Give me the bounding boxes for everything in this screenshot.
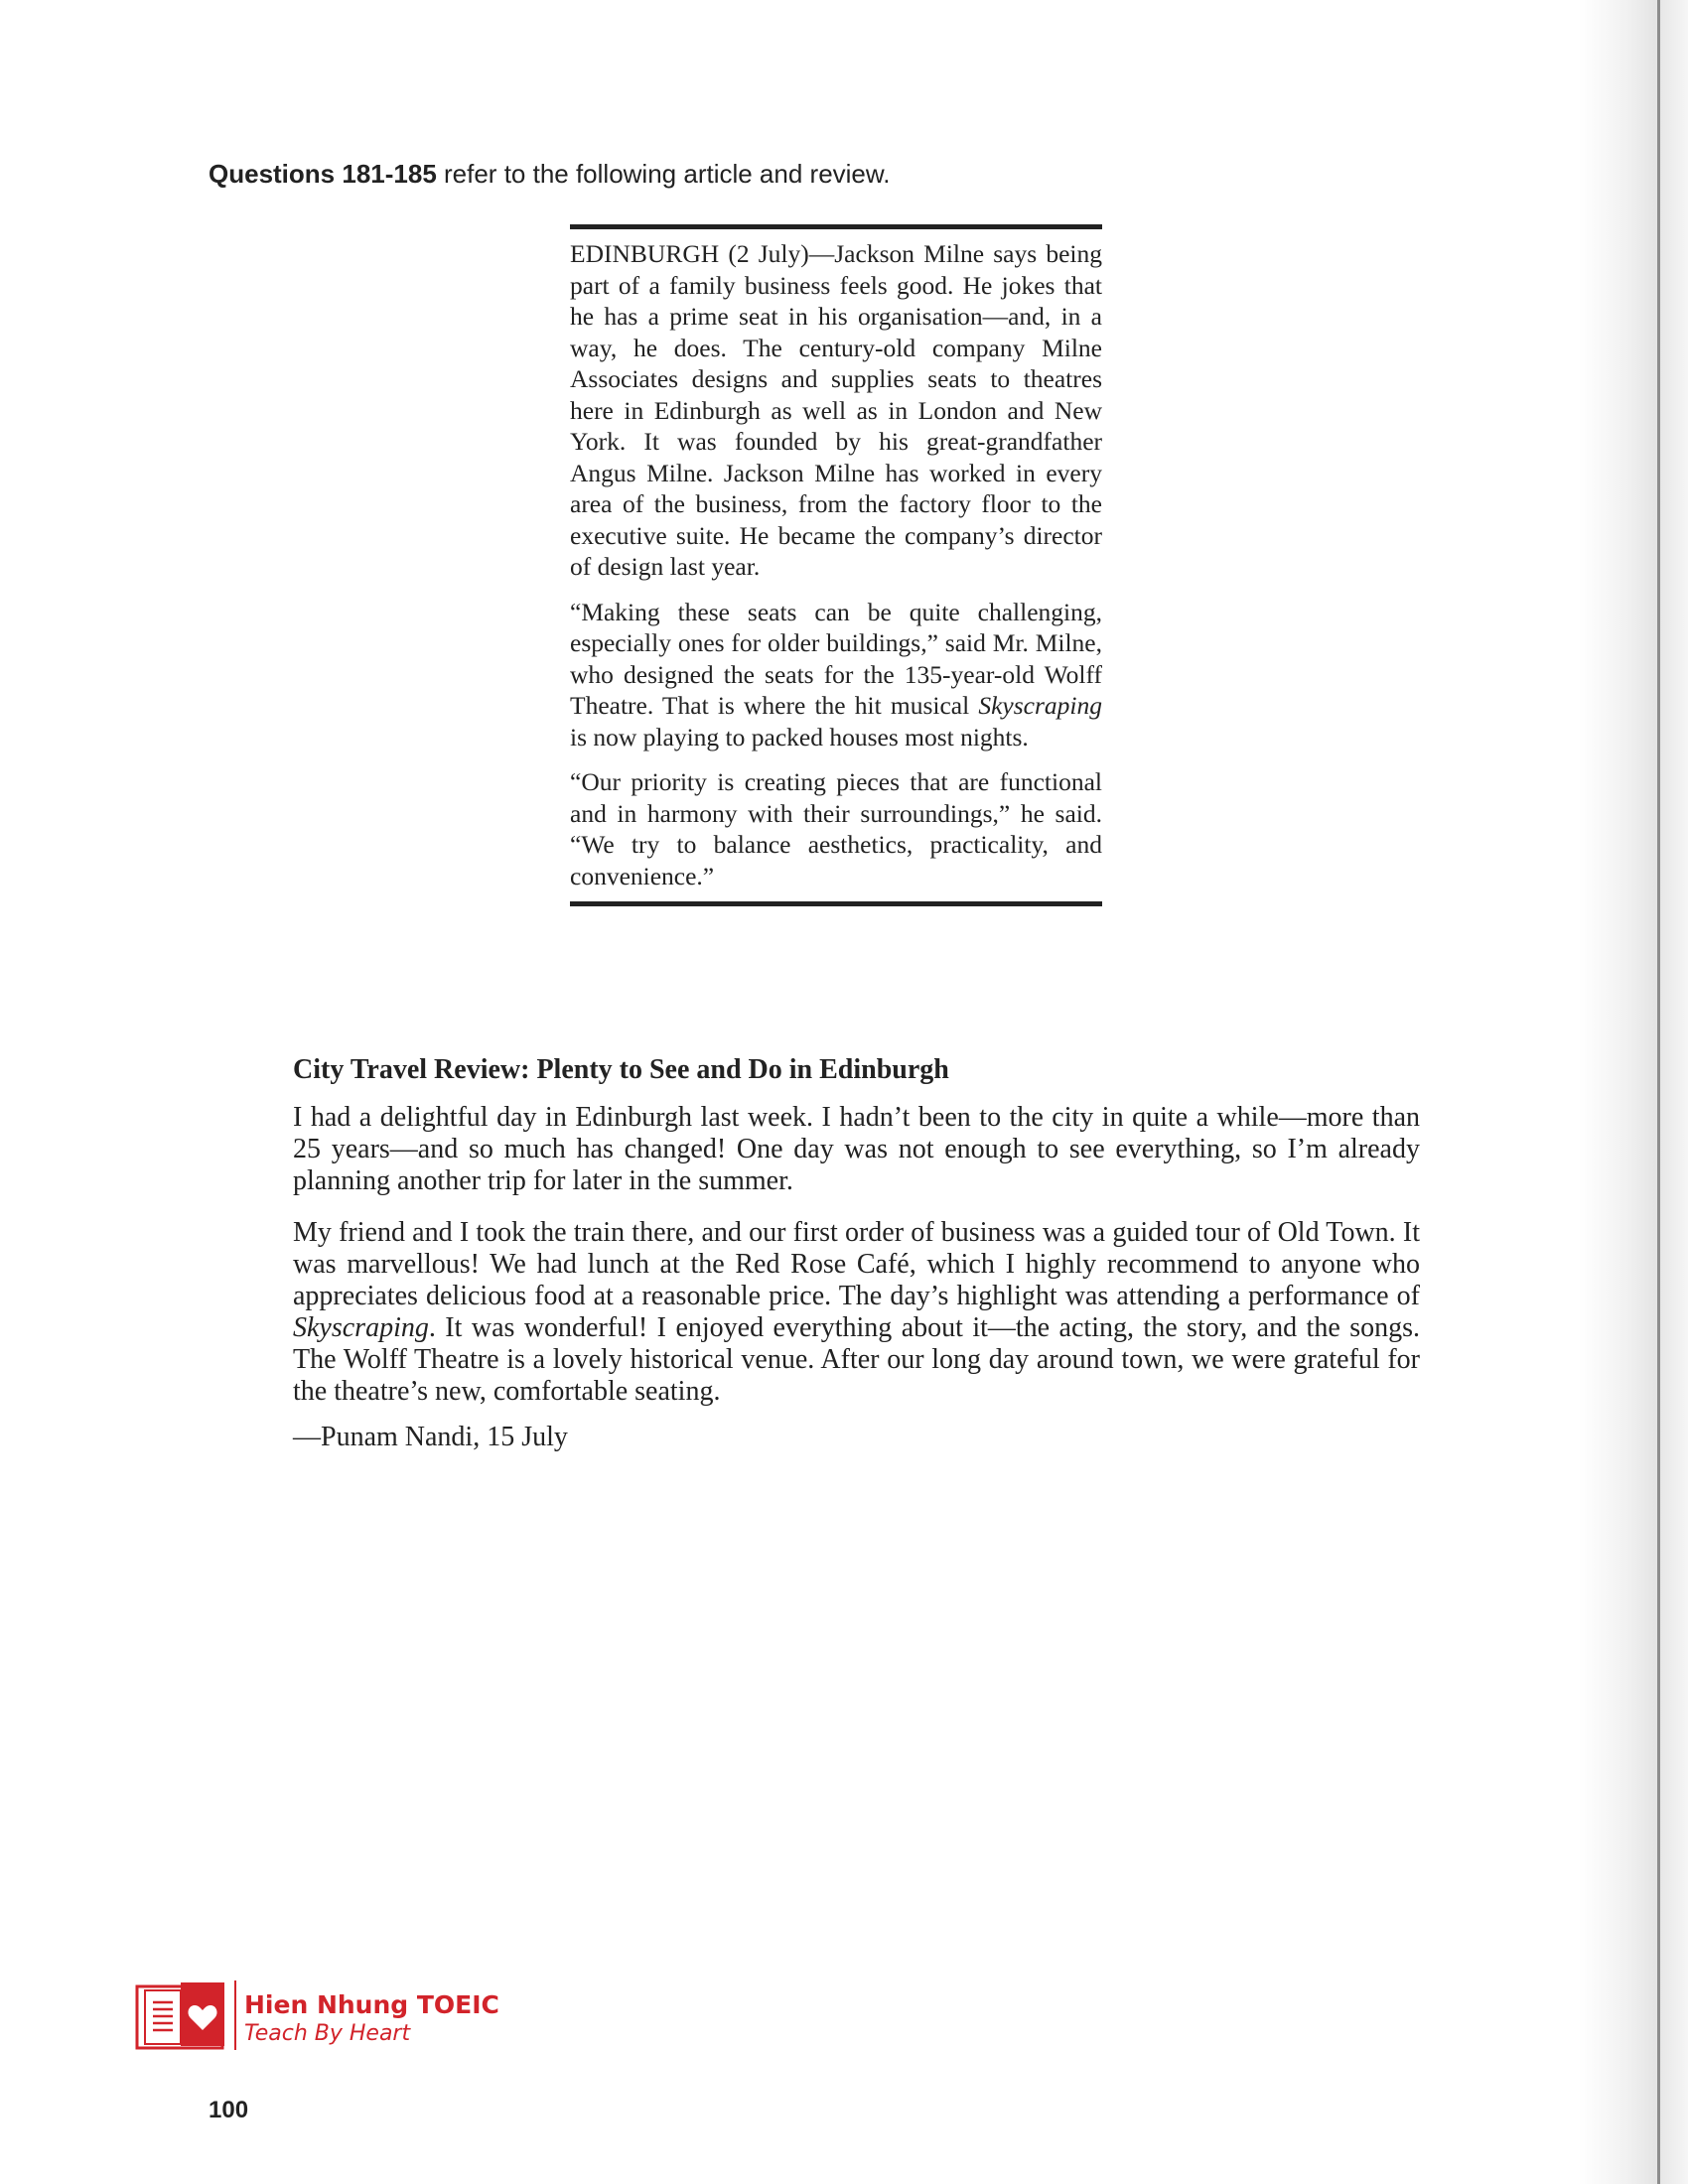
book-heart-icon	[135, 1980, 228, 2057]
review-p2-text-a: My friend and I took the train there, and our first order of business was a guided tour of Old Town. It was marvellous! We had lunch at the Red Rose Café, which I highly recommend to anyone who appreciates delicious food at a reasonable price. The day’s highlight was attending a performance of	[293, 1217, 1420, 1311]
article-musical-title: Skyscraping	[978, 691, 1102, 720]
travel-review	[293, 1054, 1420, 1473]
news-article	[570, 224, 1102, 906]
review-signature: —Punam Nandi, 15 July	[293, 1422, 568, 1452]
page-gutter-shadow	[1579, 0, 1688, 2184]
review-paragraph-2	[293, 1217, 1420, 1408]
review-title: City Travel Review: Plenty to See and Do in Edinburgh	[293, 1054, 949, 1085]
article-paragraph-1: EDINBURGH (2 July)—Jackson Milne says being part of a family business feels good. He jokes that he has a prime seat in his organisation—and, in a way, he does. The century-old company Milne Associates designs and supplies seats to theatres here in Edinburgh as well as in London and New York. It was founded by his great-grandfather Angus Milne. Jackson Milne has worked in every area of the business, from the factory floor to the executive suite. He became the company’s director of design last year.	[570, 239, 1102, 581]
brand-name: Hien Nhung TOEIC	[244, 1990, 499, 2019]
review-musical-title: Skyscraping	[293, 1312, 429, 1343]
page-gutter-line	[1657, 0, 1660, 2184]
article-paragraph-2	[570, 597, 1102, 753]
questions-instruction	[209, 159, 890, 190]
article-p2-text-b: is now playing to packed houses most nights.	[570, 722, 1029, 751]
brand-divider	[234, 1980, 236, 2050]
brand-tagline: Teach By Heart	[244, 2021, 411, 2046]
review-p2-text-b: . It was wonderful! I enjoyed everything about it—the acting, the story, and the songs. The Wolff Theatre is a lovely historical venue. After our long day around town, we were grateful for the theatre’s new, comfortable seating.	[293, 1312, 1420, 1407]
article-p2-text-a: “Making these seats can be quite challenging, especially ones for older buildings,” said Mr. Milne, who designed the seats for the 135-year-old Wolff Theatre. That is where the hit musical	[570, 597, 1102, 720]
page-number: 100	[209, 2097, 249, 2123]
article-paragraph-3: “Our priority is creating pieces that are functional and in harmony with their surroundings,” he said. “We try to balance aesthetics, practicality, and convenience.”	[570, 767, 1102, 890]
brand-logo	[135, 1980, 552, 2055]
review-paragraph-1: I had a delightful day in Edinburgh last week. I hadn’t been to the city in quite a while—more than 25 years—and so much has changed! One day was not enough to see everything, so I’m already planning another trip for later in the summer.	[293, 1102, 1420, 1196]
questions-range: Questions 181-185	[209, 159, 437, 189]
instruction-text: refer to the following article and review.	[436, 159, 891, 189]
